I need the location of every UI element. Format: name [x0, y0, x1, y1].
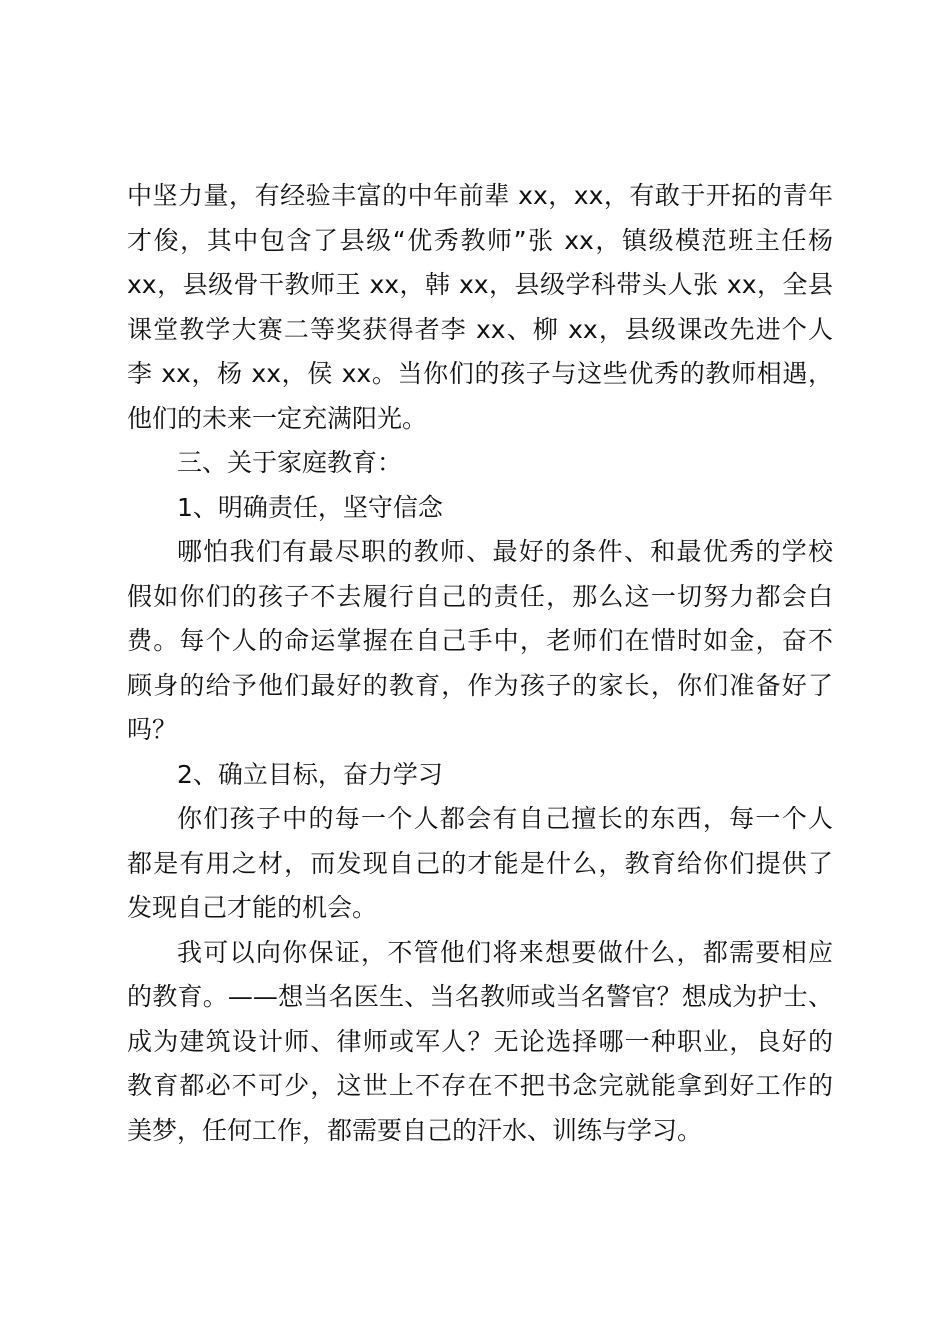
- text-line: 都是有用之材，而发现自己的才能是什么，教育给你们提供了: [127, 848, 833, 878]
- section-heading: 三、关于家庭教育：: [177, 448, 403, 477]
- text-line: 成为建筑设计师、律师或军人？无论选择哪一种职业，良好的: [127, 1026, 833, 1056]
- text-line: 课堂教学大赛二等奖获得者李 xx、柳 xx，县级课改先进个人: [127, 314, 833, 344]
- text-line: 发现自己才能的机会。: [127, 893, 378, 922]
- text-line: 美梦，任何工作，都需要自己的汗水、训练与学习。: [127, 1115, 703, 1145]
- text-line: 哪怕我们有最尽职的教师、最好的条件、和最优秀的学校: [177, 537, 833, 566]
- text-line: 教育都必不可少，这世上不存在不把书念完就能拿到好工作的: [127, 1071, 833, 1100]
- text-line: 他们的未来一定充满阳光。: [127, 403, 428, 433]
- text-line: 你们孩子中的每一个人都会有自己擅长的东西，每一个人: [177, 804, 833, 833]
- text-line: 假如你们的孩子不去履行自己的责任，那么这一切努力都会白: [127, 581, 833, 611]
- text-line: 费。每个人的命运掌握在自己手中，老师们在惜时如金，奋不: [127, 626, 833, 655]
- subsection-heading: 2、确立目标，奋力学习: [177, 759, 443, 789]
- subsection-heading: 1、明确责任，坚守信念: [177, 492, 443, 522]
- text-line: 才俊，其中包含了县级“优秀教师”张 xx，镇级模范班主任杨: [127, 225, 833, 255]
- text-line: 吗？: [127, 715, 178, 744]
- text-line: 顾身的给予他们最好的教育，作为孩子的家长，你们准备好了: [127, 670, 833, 700]
- text-line: 李 xx，杨 xx，侯 xx。当你们的孩子与这些优秀的教师相遇，: [127, 359, 833, 388]
- text-line: xx，县级骨干教师王 xx，韩 xx，县级学科带头人张 xx，全县: [127, 270, 833, 299]
- text-line: 的教育。——想当名医生、当名教师或当名警官？想成为护士、: [127, 982, 833, 1011]
- document-body: [127, 174, 833, 1153]
- text-line: 中坚力量，有经验丰富的中年前辈 xx，xx，有敢于开拓的青年: [127, 181, 833, 210]
- text-line: 我可以向你保证，不管他们将来想要做什么，都需要相应: [177, 937, 833, 967]
